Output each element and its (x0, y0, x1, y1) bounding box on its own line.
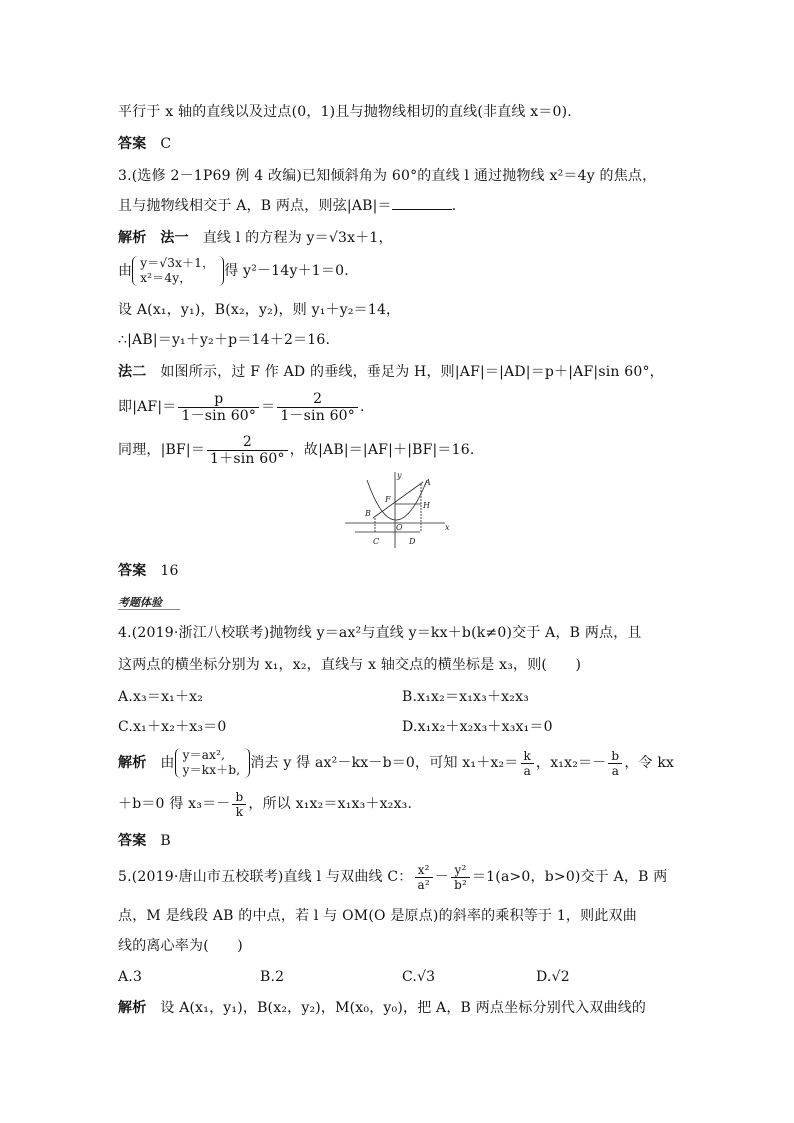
q5-option-a: A.3 (118, 969, 143, 985)
solution-text: ，所以 x₁x₂＝x₁x₃＋x₂x₃. (248, 796, 413, 812)
answer-line (118, 135, 171, 153)
label-h: H (423, 501, 430, 510)
section-title: 考题体验 (118, 596, 162, 609)
label-o: O (396, 523, 403, 532)
solution-text: ＋b＝0 得 x₃＝－ (118, 796, 231, 812)
method-2-line (118, 363, 664, 381)
denominator: a² (417, 877, 430, 892)
solution-text: ，x₁x₂＝－ (536, 755, 607, 771)
q4-options-row-1 (118, 688, 203, 706)
system-prefix: 由 (160, 755, 175, 771)
parabola-figure (345, 470, 455, 550)
numerator: p (178, 391, 259, 408)
question-5-line-2: 点，M 是线段 AB 的中点，若 l 与 OM(O 是原点)的斜率的乘积等于 1，则此双曲 (118, 908, 637, 924)
denominator: 1－sin 60° (181, 407, 257, 424)
equation-system (175, 748, 251, 778)
section-tag (118, 594, 162, 610)
solution-label: 解析 (118, 230, 147, 246)
label-b: B (365, 509, 371, 518)
set-points-line: 设 A(x₁，y₁)，B(x₂，y₂)，则 y₁＋y₂＝14， (118, 302, 401, 318)
method-2-text: 如图所示，过 F 作 AD 的垂线，垂足为 H，则|AF|＝|AD|＝p＋|AF|sin 60°， (160, 364, 664, 380)
method-2-label: 法二 (118, 364, 147, 380)
period: . (451, 198, 457, 214)
minus: － (434, 869, 450, 885)
bf-formula-line (118, 430, 475, 470)
fraction (207, 434, 288, 467)
q5-option-c: C.√3 (402, 969, 436, 985)
method-1-label: 法一 (160, 230, 189, 246)
label-a: A (425, 478, 431, 487)
question-5-line-1 (118, 857, 668, 897)
numerator: b (608, 749, 622, 764)
fraction (178, 391, 259, 424)
answer-value: 16 (160, 563, 179, 579)
question-3-text: 且与抛物线相交于 A，B 两点，则弦|AB|＝ (118, 198, 392, 214)
q4-solution-line-2 (118, 784, 412, 824)
answer-blank (392, 197, 452, 210)
label-x: x (445, 523, 450, 532)
q4-option-c: C.x₁＋x₂＋x₃＝0 (118, 719, 227, 735)
q5-solution-line (118, 999, 646, 1017)
question-3-line-2 (118, 197, 456, 215)
numerator: k (521, 749, 534, 764)
solution-label: 解析 (118, 755, 147, 771)
question-5-text: ＝1(a>0，b>0)交于 A，B 两 (471, 869, 668, 885)
denominator: k (235, 804, 244, 819)
system-row-1: y＝√3x＋1， (140, 256, 215, 270)
solution-text: 设 A(x₁，y₁)，B(x₂，y₂)，M(x₀，y₀)，把 A，B 两点坐标分别代入双曲线的 (160, 1000, 647, 1016)
numerator: 2 (277, 391, 358, 408)
denominator: 1－sin 60° (280, 407, 355, 424)
q5-option-b: B.2 (260, 969, 285, 985)
equals: ＝ (261, 399, 276, 415)
af-prefix: 即|AF|＝ (118, 399, 177, 415)
bf-result: ，故|AB|＝|AF|＋|BF|＝16. (289, 442, 475, 458)
equation-system (132, 256, 224, 286)
system-result: 得 y²－14y＋1＝0. (224, 263, 349, 279)
bf-prefix: 同理，|BF|＝ (118, 442, 206, 458)
fraction (277, 391, 358, 424)
system-row-1: y＝ax², (182, 748, 226, 762)
numerator: y² (451, 863, 470, 878)
question-5-line-3: 线的离心率为( ) (118, 938, 243, 954)
fraction (415, 863, 433, 892)
q4-solution-line-1 (118, 743, 674, 783)
numerator: x² (415, 863, 433, 878)
method-1-text: 直线 l 的方程为 y＝√3x＋1， (202, 230, 393, 246)
answer-value: B (160, 833, 171, 849)
answer-label: 答案 (118, 833, 147, 849)
option-a: A.x₃＝x₁＋x₂ (118, 689, 204, 705)
q4-option-d: D.x₁x₂＋x₂x₃＋x₃x₁＝0 (402, 719, 553, 735)
question-5-text: 5.(2019·唐山市五校联考)直线 l 与双曲线 C： (118, 869, 413, 885)
question-4-line-2: 这两点的横坐标分别为 x₁，x₂，直线与 x 轴交点的横坐标是 x₃，则( ) (118, 657, 582, 673)
answer-line (118, 832, 171, 850)
system-prefix: 由 (118, 263, 133, 279)
solution-label: 解析 (118, 1000, 147, 1016)
af-formula-line (118, 387, 365, 427)
label-c: C (373, 537, 380, 546)
solution-method-1 (118, 229, 393, 247)
chord-ab (373, 482, 423, 518)
label-d: D (409, 537, 416, 546)
fraction (451, 863, 470, 892)
solution-text: 消去 y 得 ax²－kx－b＝0，可知 x₁＋x₂＝ (250, 755, 519, 771)
answer-value: C (160, 136, 172, 152)
numerator: b (232, 790, 246, 805)
period: . (359, 399, 365, 415)
q4-option-b: B.x₁x₂＝x₁x₃＋x₂x₃ (402, 689, 529, 705)
label-y: y (397, 471, 402, 480)
solution-text: ，令 kx (624, 755, 675, 771)
answer-line (118, 562, 179, 580)
ab-result-line: ∴|AB|＝y₁＋y₂＋p＝14＋2＝16. (118, 332, 331, 348)
denominator: a (523, 763, 531, 778)
answer-label: 答案 (118, 563, 147, 579)
label-f: F (385, 495, 391, 504)
fraction (608, 749, 622, 778)
fraction (521, 749, 534, 778)
system-line (118, 256, 349, 286)
fraction (232, 790, 246, 819)
numerator: 2 (207, 434, 288, 451)
text-line: 平行于 x 轴的直线以及过点(0，1)且与抛物线相切的直线(非直线 x＝0). (118, 104, 572, 120)
section-underline (118, 609, 180, 610)
denominator: a (611, 763, 620, 778)
question-4-line-1: 4.(2019·浙江八校联考)抛物线 y＝ax²与直线 y＝kx＋b(k≠0)交于 A，B 两点，且 (118, 625, 642, 641)
system-row-2: x²＝4y， (140, 271, 192, 285)
q5-option-d: D.√2 (536, 969, 570, 985)
denominator: b² (454, 877, 467, 892)
answer-label: 答案 (118, 136, 147, 152)
system-row-2: y＝kx＋b, (182, 763, 241, 777)
question-3-line-1: 3.(选修 2－1P69 例 4 改编)已知倾斜角为 60°的直线 l 通过抛物线 x²＝4y 的焦点， (118, 168, 657, 184)
denominator: 1＋sin 60° (210, 450, 285, 467)
